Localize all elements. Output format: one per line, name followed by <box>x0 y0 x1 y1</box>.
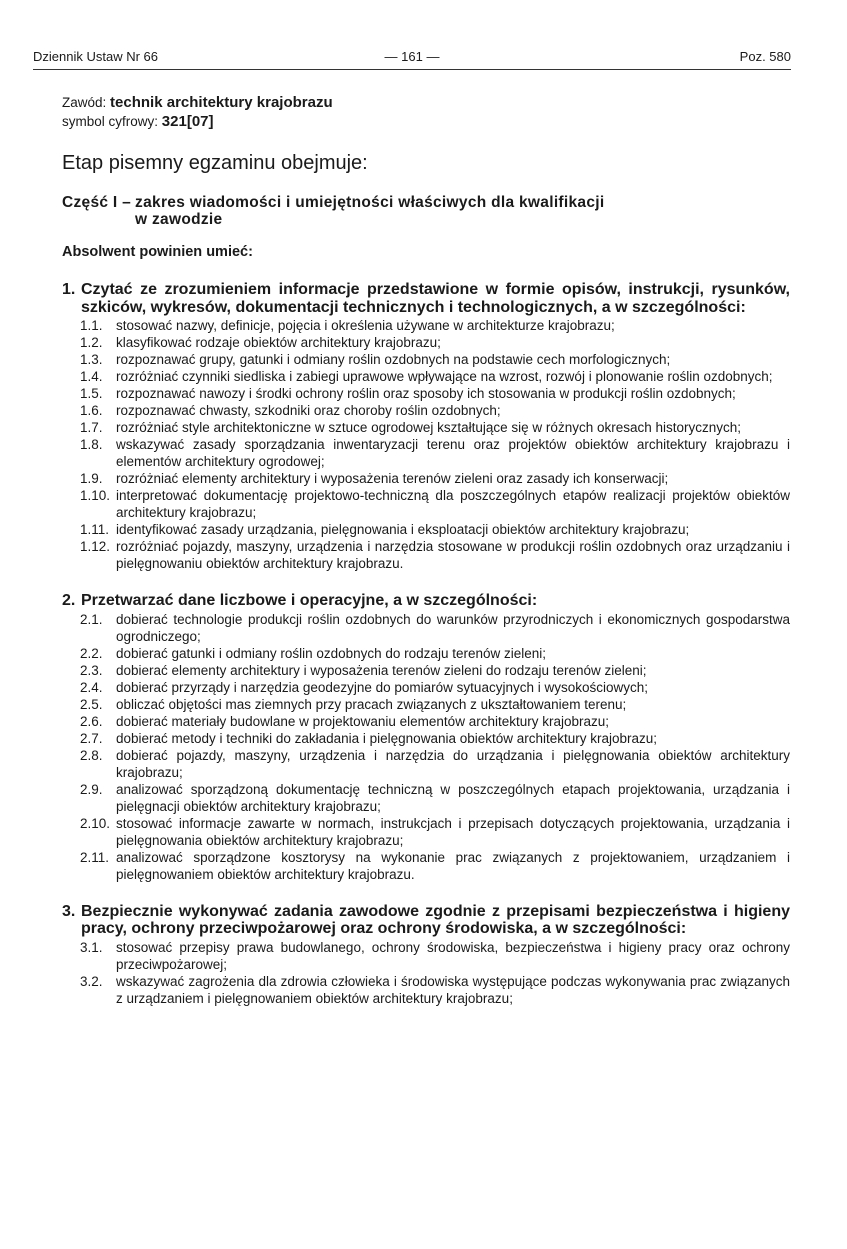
list-item <box>80 385 790 402</box>
profession-info <box>62 93 790 131</box>
item-number: 2.11. <box>80 849 110 865</box>
item-text: dobierać materiały budowlane w projektowaniu elementów architektury krajobrazu; <box>116 713 610 729</box>
section-number: 1. <box>62 281 76 298</box>
section-heading <box>62 281 790 316</box>
item-number: 3.2. <box>80 973 103 989</box>
item-text: analizować sporządzoną dokumentację techniczną w poszczególnych etapach projektowania, urządzania i pielęgnacji obiektów architektury krajobrazu; <box>116 781 790 814</box>
item-text: interpretować dokumentację projektowo-techniczną dla poszczególnych etapów realizacji projektów obiektów architektury krajobrazu; <box>116 488 790 520</box>
sections-list <box>62 281 790 1007</box>
item-text: analizować sporządzone kosztorysy na wykonanie prac związanych z projektowaniem, urządzaniem i pielęgnowaniem obiektów architektury krajobrazu. <box>116 849 790 882</box>
section-items <box>80 611 790 883</box>
profession-label: Zawód: <box>62 95 107 110</box>
item-text: stosować informacje zawarte w normach, instrukcjach i przepisach dotyczących projektowania, urządzania i pielęgnowania obiektów architektury krajobrazu; <box>116 815 790 848</box>
part-title-line1: zakres wiadomości i umiejętności właściwych dla kwalifikacji <box>135 194 605 211</box>
list-item <box>80 419 790 436</box>
part-title-line2: w zawodzie <box>135 211 223 228</box>
item-number: 2.3. <box>80 662 103 678</box>
page-header <box>33 49 791 70</box>
symbol-value: 321[07] <box>161 113 214 130</box>
item-number: 1.8. <box>80 437 103 452</box>
item-number: 2.6. <box>80 713 103 729</box>
list-item <box>80 781 790 815</box>
section-title: Przetwarzać dane liczbowe i operacyjne, a w szczególności: <box>81 592 538 609</box>
page-number: — 161 — <box>384 49 440 64</box>
part-label: Część I – <box>62 194 132 211</box>
item-text: rozpoznawać chwasty, szkodniki oraz choroby roślin ozdobnych; <box>116 403 501 418</box>
item-number: 3.1. <box>80 939 103 955</box>
list-item <box>80 747 790 781</box>
item-text: dobierać elementy architektury i wyposażenia terenów zieleni do rodzaju terenów zieleni; <box>116 662 647 678</box>
item-number: 1.2. <box>80 335 103 350</box>
item-number: 1.10. <box>80 488 111 503</box>
list-item <box>80 436 790 470</box>
list-item <box>80 470 790 487</box>
list-item <box>80 662 790 679</box>
item-text: rozróżniać czynniki siedliska i zabiegi uprawowe wpływające na wzrost, rozwój i plonowanie roślin ozdobnych; <box>116 369 773 384</box>
item-number: 2.4. <box>80 679 103 695</box>
item-number: 2.8. <box>80 747 103 763</box>
item-number: 1.6. <box>80 403 103 418</box>
list-item <box>80 317 790 334</box>
graduate-heading: Absolwent powinien umieć: <box>62 244 253 260</box>
section-heading <box>62 903 790 938</box>
part-heading <box>62 194 790 228</box>
list-item <box>80 849 790 883</box>
symbol-label: symbol cyfrowy: <box>62 114 159 129</box>
list-item <box>80 521 790 538</box>
list-item <box>80 645 790 662</box>
item-text: wskazywać zagrożenia dla zdrowia człowieka i środowiska występujące podczas wykonywania prac związanych z urządzaniem i pielęgnowaniem obiektów architektury krajobrazu; <box>116 973 790 1006</box>
list-item <box>80 487 790 521</box>
item-text: rozpoznawać nawozy i środki ochrony roślin oraz sposoby ich stosowania w produkcji roślin ozdobnych; <box>116 386 736 401</box>
item-number: 1.4. <box>80 369 103 384</box>
item-number: 2.5. <box>80 696 103 712</box>
item-number: 1.9. <box>80 471 103 486</box>
section-title: Bezpiecznie wykonywać zadania zawodowe zgodnie z przepisami bezpieczeństwa i higieny pracy, ochrony przeciwpożarowej oraz ochrony środowiska, a w szczególności: <box>81 902 790 937</box>
item-number: 2.1. <box>80 611 103 627</box>
item-text: klasyfikować rodzaje obiektów architektury krajobrazu; <box>116 335 441 350</box>
section-title: Czytać ze zrozumieniem informacje przedstawione w formie opisów, instrukcji, rysunków, szkiców, wykresów, dokumentacji technicznych i technologicznych, a w szczególności: <box>81 281 790 316</box>
list-item <box>80 939 790 973</box>
item-text: identyfikować zasady urządzania, pielęgnowania i eksploatacji obiektów architektury krajobrazu; <box>116 522 690 537</box>
list-item <box>80 815 790 849</box>
item-number: 2.10. <box>80 815 111 831</box>
item-text: stosować przepisy prawa budowlanego, ochrony środowiska, bezpieczeństwa i higieny pracy oraz ochrony przeciwpożarowej; <box>116 939 790 972</box>
item-number: 2.7. <box>80 730 103 746</box>
item-number: 2.2. <box>80 645 103 661</box>
list-item <box>80 713 790 730</box>
section-number: 3. <box>62 902 76 920</box>
section-number: 2. <box>62 592 76 609</box>
item-text: stosować nazwy, definicje, pojęcia i określenia używane w architekturze krajobrazu; <box>116 318 615 333</box>
item-text: dobierać pojazdy, maszyny, urządzenia i narzędzia do urządzania i pielęgnowania obiektów architektury krajobrazu; <box>116 747 790 780</box>
list-item <box>80 611 790 645</box>
section-items <box>80 939 790 1007</box>
item-number: 1.7. <box>80 420 103 435</box>
item-number: 1.1. <box>80 318 103 333</box>
position-number: Poz. 580 <box>739 49 791 64</box>
journal-name: Dziennik Ustaw Nr 66 <box>33 49 158 64</box>
list-item <box>80 402 790 419</box>
section <box>62 903 790 1007</box>
exam-stage-heading: Etap pisemny egzaminu obejmuje: <box>62 152 368 174</box>
list-item <box>80 730 790 747</box>
item-text: rozróżniać pojazdy, maszyny, urządzenia i narzędzia stosowane w produkcji roślin ozdobnych oraz urządzaniu i pielęgnowaniu obiektów architektury krajobrazu. <box>116 539 790 571</box>
list-item <box>80 334 790 351</box>
section <box>62 592 790 883</box>
section-items <box>80 317 790 572</box>
item-text: rozpoznawać grupy, gatunki i odmiany roślin ozdobnych na podstawie cech morfologicznych; <box>116 352 671 367</box>
item-text: dobierać technologie produkcji roślin ozdobnych do warunków przyrodniczych i ekonomicznych gospodarstwa ogrodniczego; <box>116 611 790 644</box>
item-number: 1.5. <box>80 386 103 401</box>
item-text: wskazywać zasady sporządzania inwentaryzacji terenu oraz projektów obiektów architektury krajobrazu i elementów architektury ogrodowej; <box>116 437 790 469</box>
item-number: 1.3. <box>80 352 103 367</box>
list-item <box>80 538 790 572</box>
item-text: rozróżniać elementy architektury i wyposażenia terenów zieleni oraz zasady ich konserwacji; <box>116 471 669 486</box>
item-text: rozróżniać style architektoniczne w sztuce ogrodowej kształtujące się w różnych okresach historycznych; <box>116 420 742 435</box>
list-item <box>80 973 790 1007</box>
item-number: 2.9. <box>80 781 103 797</box>
item-text: dobierać gatunki i odmiany roślin ozdobnych do rodzaju terenów zieleni; <box>116 645 547 661</box>
item-text: obliczać objętości mas ziemnych przy pracach związanych z ukształtowaniem terenu; <box>116 696 627 712</box>
item-text: dobierać przyrządy i narzędzia geodezyjne do pomiarów sytuacyjnych i wysokościowych; <box>116 679 648 695</box>
section-heading <box>62 592 790 610</box>
item-number: 1.11. <box>80 522 110 537</box>
list-item <box>80 696 790 713</box>
section <box>62 281 790 572</box>
document-body <box>62 93 790 1007</box>
item-number: 1.12. <box>80 539 111 554</box>
list-item <box>80 368 790 385</box>
item-text: dobierać metody i techniki do zakładania i pielęgnowania obiektów architektury krajobrazu; <box>116 730 658 746</box>
list-item <box>80 351 790 368</box>
profession-value: technik architektury krajobrazu <box>110 94 333 111</box>
list-item <box>80 679 790 696</box>
